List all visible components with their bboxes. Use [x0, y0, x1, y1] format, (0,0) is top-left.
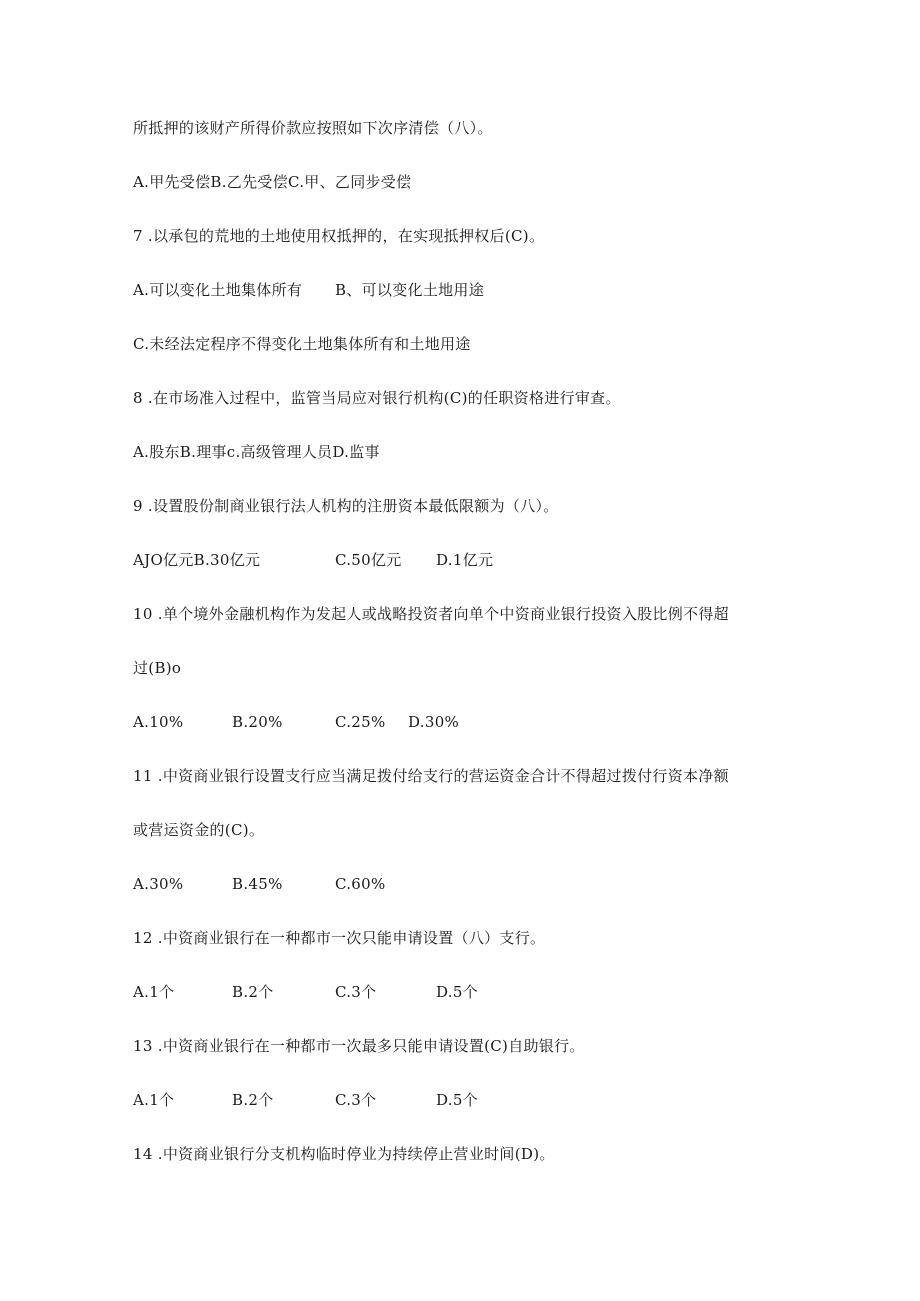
question-11-option-c: C.60%: [335, 875, 386, 893]
question-12-stem: 12 .中资商业银行在一种都市一次只能申请设置（八）支行。: [133, 929, 546, 947]
question-12-option-b: B.2个: [232, 983, 274, 1001]
question-10-option-c: C.25%: [335, 713, 386, 731]
question-10-option-d: D.30%: [408, 713, 460, 731]
question-7-option-b: B、可以变化土地用途: [335, 281, 485, 299]
question-11-stem-line2: 或营运资金的(C)。: [133, 821, 265, 839]
question-6-stem-end: 所抵押的该财产所得价款应按照如下次序清偿（八）。: [133, 119, 493, 137]
question-11-stem-line1: 11 .中资商业银行设置支行应当满足拨付给支行的营运资金合计不得超过拨付行资本净额: [133, 767, 729, 785]
question-9-stem: 9 .设置股份制商业银行法人机构的注册资本最低限额为（八）。: [133, 497, 559, 515]
question-12-option-c: C.3个: [335, 983, 377, 1001]
question-13-option-c: C.3个: [335, 1091, 377, 1109]
question-10-stem-line2: 过(B)o: [133, 659, 182, 677]
question-6-options: A.甲先受偿B.乙先受偿C.甲、乙同步受偿: [133, 173, 412, 191]
question-11-option-b: B.45%: [232, 875, 283, 893]
question-9-option-ab: AJO亿元B.30亿元: [133, 551, 261, 569]
question-7-option-c: C.未经法定程序不得变化土地集体所有和土地用途: [133, 335, 471, 353]
question-12-option-a: A.1个: [133, 983, 175, 1001]
question-13-stem: 13 .中资商业银行在一种都市一次最多只能申请设置(C)自助银行。: [133, 1037, 585, 1055]
question-8-options: A.股东B.理事c.高级管理人员D.监事: [133, 443, 380, 461]
question-9-option-d: D.1亿元: [436, 551, 494, 569]
question-13-option-a: A.1个: [133, 1091, 175, 1109]
question-10-option-a: A.10%: [133, 713, 184, 731]
question-9-option-c: C.50亿元: [335, 551, 402, 569]
question-13-option-d: D.5个: [436, 1091, 479, 1109]
question-11-option-a: A.30%: [133, 875, 184, 893]
question-12-option-d: D.5个: [436, 983, 479, 1001]
question-10-option-b: B.20%: [232, 713, 283, 731]
question-10-stem-line1: 10 .单个境外金融机构作为发起人或战略投资者向单个中资商业银行投资入股比例不得超: [133, 605, 729, 623]
question-8-stem: 8 .在市场准入过程中，监管当局应对银行机构(C)的任职资格进行审查。: [133, 389, 621, 407]
question-7-option-a: A.可以变化土地集体所有: [133, 281, 303, 299]
question-7-stem: 7 .以承包的荒地的土地使用权抵押的，在实现抵押权后(C)。: [133, 227, 545, 245]
question-14-stem: 14 .中资商业银行分支机构临时停业为持续停止营业时间(D)。: [133, 1145, 555, 1163]
question-13-option-b: B.2个: [232, 1091, 274, 1109]
